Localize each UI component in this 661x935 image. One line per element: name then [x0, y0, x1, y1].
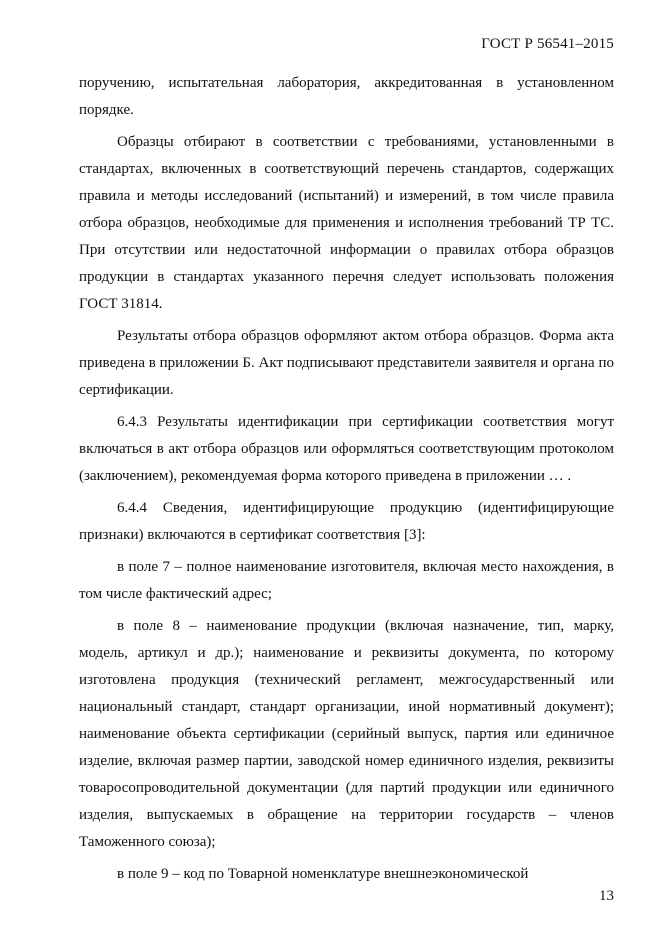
paragraph: Результаты отбора образцов оформляют актом отбора образцов. Форма акта приведена в приложении Б. Акт подписывают представители заявителя и органа по сертификации.: [79, 328, 614, 398]
paragraph: Образцы отбирают в соответствии с требованиями, установленными в стандартах, включенных в соответствующий перечень стандартов, содержащих правила и методы исследований (испытаний) и измерений, в том числе правила отбора образцов, необходимые для применения и исполнения требований ТР ТС. При отсутствии или недостаточной информации о правилах отбора образцов продукции в стандартах указанного перечня следует использовать положения ГОСТ 31814.: [79, 134, 614, 312]
paragraph: 6.4.3 Результаты идентификации при сертификации соответствия могут включаться в акт отбора образцов или оформляться соответствующим протоколом (заключением), рекомендуемая форма которого приведена в приложении … .: [79, 414, 614, 484]
document-header: ГОСТ Р 56541–2015: [481, 36, 614, 52]
paragraph: поручению, испытательная лаборатория, аккредитованная в установленном порядке.: [79, 75, 614, 118]
paragraph: в поле 7 – полное наименование изготовителя, включая место нахождения, в том числе фактический адрес;: [79, 559, 614, 602]
page-number: 13: [599, 888, 614, 904]
paragraph: 6.4.4 Сведения, идентифицирующие продукцию (идентифицирующие признаки) включаются в сертификат соответствия [3]:: [79, 500, 614, 543]
paragraph: в поле 9 – код по Товарной номенклатуре внешнеэкономической: [117, 866, 529, 882]
paragraph: в поле 8 – наименование продукции (включая назначение, тип, марку, модель, артикул и др.); наименование и реквизиты документа, по которому изготовлена продукция (технический регламент, межгосударственный или национальный стандарт, стандарт организации, иной нормативный документ); наименование объекта сертификации (серийный выпуск, партия или единичное изделие, включая размер партии, заводской номер единичного изделия, реквизиты товаросопроводительной документации (для партий продукции или единичного изделия, выпускаемых в обращение на территории государств – членов Таможенного союза);: [79, 618, 614, 850]
document-body: [79, 70, 614, 893]
